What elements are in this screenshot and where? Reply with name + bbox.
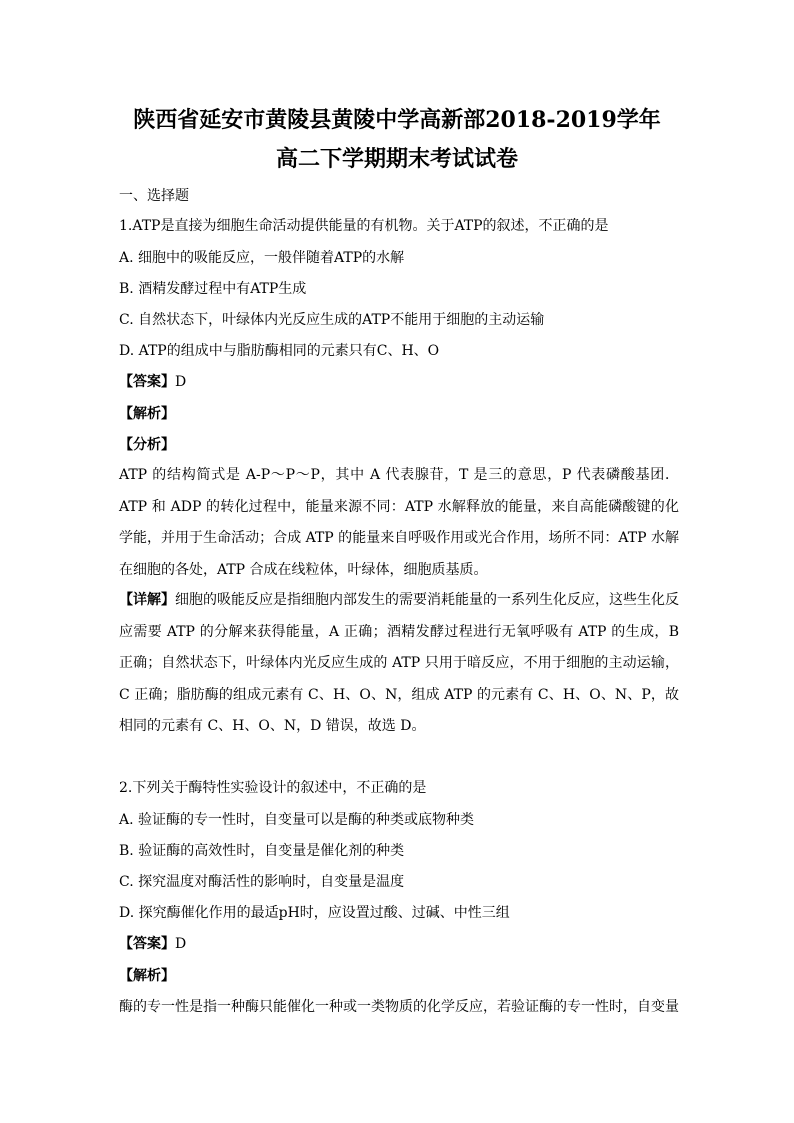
question-1-answer bbox=[119, 372, 186, 392]
question-2-option-b: B. 验证酶的高效性时，自变量是催化剂的种类 bbox=[119, 843, 405, 859]
question-2-answer bbox=[119, 934, 186, 954]
question-1-fenxi-label: 【分析】 bbox=[119, 437, 175, 453]
question-2-option-a: A. 验证酶的专一性时，自变量可以是酶的种类或底物种类 bbox=[119, 812, 475, 828]
detail-text: 细胞的吸能反应是指细胞内部发生的需要消耗能量的一系列生化反应，这些生化反应需要 ATP 的分解来获得能量，A 正确；酒精发酵过程进行无氧呼吸有 ATP 的生成，B 正确；自然状态下，叶绿体内光反应生成的 ATP 只用于暗反应，不用于细胞的主动运输，C 正确；脂肪酶的组成元素有 C、H、O、N，组成 ATP 的元素有 C、H、O、N、P，故相同的元素有 C、H、O、N，D 错误，故选 D。 bbox=[119, 592, 679, 734]
answer-value: D bbox=[175, 936, 187, 952]
question-2-stem: 2.下列关于酶特性实验设计的叙述中，不正确的是 bbox=[119, 780, 427, 796]
question-1-detail bbox=[119, 585, 679, 743]
question-2-option-c: C. 探究温度对酶活性的影响时，自变量是温度 bbox=[119, 874, 405, 890]
exam-title-line1: 陕西省延安市黄陵县黄陵中学高新部2018-2019学年 bbox=[133, 107, 661, 133]
question-1-fenxi-text: ATP 的结构简式是 A-P～P～P，其中 A 代表腺苷，T 是三的意思，P 代表磷酸基团．ATP 和 ADP 的转化过程中，能量来源不同：ATP 水解释放的能量，来自高能磷酸键的化学能，并用于生命活动；合成 ATP 的能量来自呼吸作用或光合作用，场所不同：ATP 水解在细胞的各处，ATP 合成在线粒体，叶绿体，细胞质基质。 bbox=[119, 467, 679, 578]
question-1-option-c: C. 自然状态下，叶绿体内光反应生成的ATP不能用于细胞的主动运输 bbox=[119, 312, 545, 328]
question-1-analysis-label: 【解析】 bbox=[119, 406, 175, 422]
question-1-stem: 1.ATP是直接为细胞生命活动提供能量的有机物。关于ATP的叙述，不正确的是 bbox=[119, 218, 609, 234]
question-2-analysis-text: 酶的专一性是指一种酶只能催化一种或一类物质的化学反应，若验证酶的专一性时，自变量 bbox=[119, 999, 679, 1015]
exam-title-line2: 高二下学期期末考试试卷 bbox=[275, 146, 518, 172]
answer-label: 【答案】 bbox=[119, 936, 175, 952]
answer-label: 【答案】 bbox=[119, 374, 175, 390]
question-1-option-a: A. 细胞中的吸能反应，一般伴随着ATP的水解 bbox=[119, 250, 405, 266]
question-2-analysis-label: 【解析】 bbox=[119, 968, 175, 984]
question-1-option-b: B. 酒精发酵过程中有ATP生成 bbox=[119, 281, 307, 297]
question-2-option-d: D. 探究酶催化作用的最适pH时，应设置过酸、过碱、中性三组 bbox=[119, 905, 510, 921]
detail-label: 【详解】 bbox=[119, 592, 175, 608]
answer-value: D bbox=[175, 374, 187, 390]
question-1-option-d: D. ATP的组成中与脂肪酶相同的元素只有C、H、O bbox=[119, 343, 440, 359]
section-heading: 一、选择题 bbox=[119, 188, 189, 204]
